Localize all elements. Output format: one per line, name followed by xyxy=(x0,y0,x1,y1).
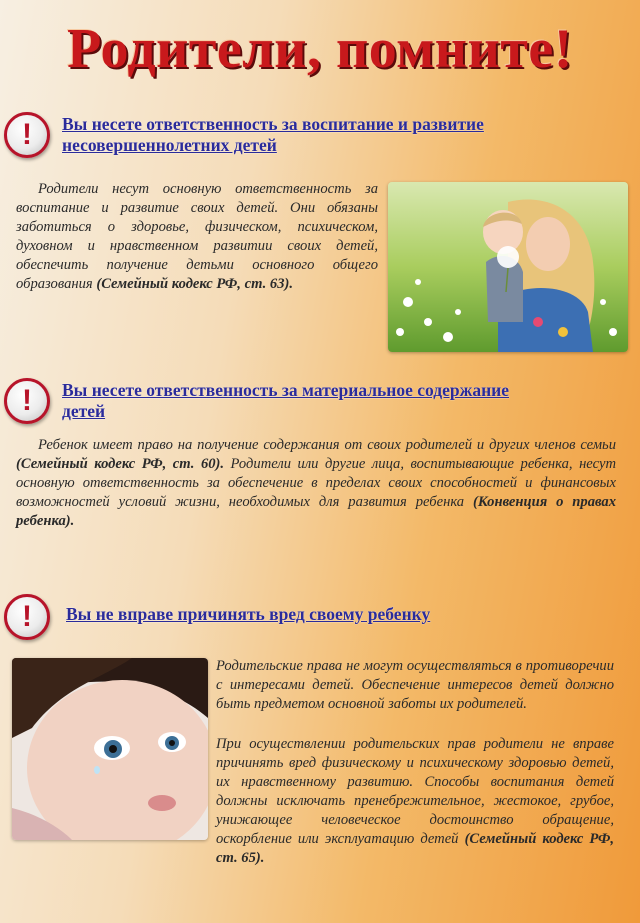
section-2-heading-text: Вы несете ответственность за материальное содержание детей xyxy=(62,380,510,421)
section-3-heading xyxy=(4,594,634,644)
section-2-body: Ребенок имеет право на получение содержания от своих родителей и других членов семьи (Семейный кодекс РФ, ст. 60). Родители или другие лица, воспитывающие ребенка, несут основную ответственность за обеспечение в пределах своих способностей и финансовых возможностей условий жизни, необходимых для развития ребенка (Конвенция о правах ребенка). xyxy=(16,437,617,529)
section-1-heading xyxy=(4,112,634,162)
exclamation-icon: ! xyxy=(4,112,50,158)
section-3-heading-text: Вы не вправе причинять вред своему ребенку xyxy=(66,604,431,624)
poster-title: Родители, помните! xyxy=(67,18,573,80)
section-2-reference-2: (Конвенция о правах ребенка). xyxy=(16,494,617,529)
exclamation-icon: ! xyxy=(4,594,50,640)
crying-child-image xyxy=(12,658,208,840)
mother-child-image xyxy=(388,182,628,352)
crying-child-photo xyxy=(12,658,208,840)
section-2-heading xyxy=(4,378,634,428)
section-1-reference: (Семейный кодекс РФ, ст. 63). xyxy=(96,276,294,292)
section-1-body: Родители несут основную ответственность за воспитание и развитие своих детей. Они обязаны заботиться о здоровье, физическом, психическом, духовном и нравственном развитии своих детей, обеспечить получение детьми основного общего образования (Семейный кодекс РФ, ст. 63). xyxy=(16,181,378,292)
section-2-reference-1: (Семейный кодекс РФ, ст. 60). xyxy=(16,456,225,472)
section-3-paragraph-2: При осуществлении родительских прав родители не вправе причинять вред физическому и психическому здоровью детей, их нравственному развитию. Способы воспитания детей должны исключать пренебрежительное, жестокое, грубое, унижающее человеческое достоинство обращение, оскорбление или эксплуатацию детей (Семейный кодекс РФ, ст. 65). xyxy=(216,736,614,866)
section-1-heading-text: Вы несете ответственность за воспитание и развитие несовершеннолетних детей xyxy=(62,114,484,155)
section-3-reference: (Семейный кодекс РФ, ст. 65). xyxy=(216,831,614,866)
exclamation-icon: ! xyxy=(4,378,50,424)
mother-child-photo xyxy=(388,182,628,352)
section-3-paragraph-1: Родительские права не могут осуществляться в противоречии с интересами детей. Обеспечение интересов детей должно быть предметом основной заботы их родителей. xyxy=(216,658,614,712)
